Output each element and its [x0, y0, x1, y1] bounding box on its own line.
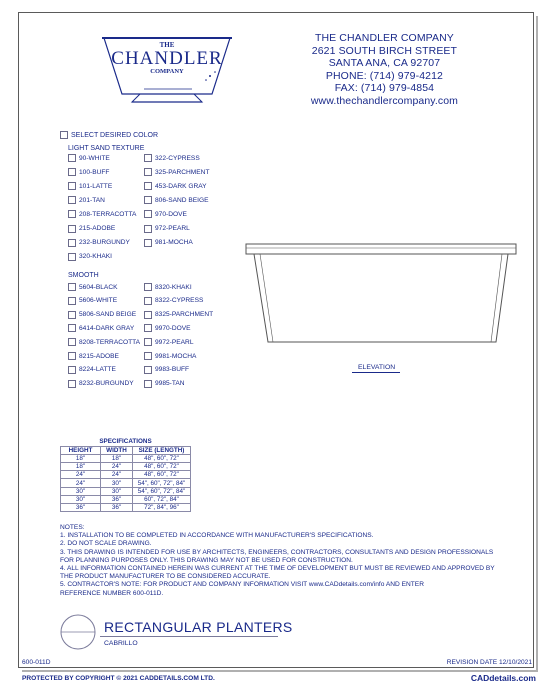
- smooth-title: SMOOTH: [68, 272, 99, 279]
- color-label: 981-MOCHA: [155, 239, 193, 247]
- color-option[interactable]: [144, 225, 190, 233]
- table-cell: 36": [61, 504, 101, 512]
- color-checkbox[interactable]: [68, 297, 76, 305]
- color-option[interactable]: [144, 324, 191, 332]
- color-option[interactable]: [144, 380, 185, 388]
- color-checkbox[interactable]: [68, 168, 76, 176]
- specs-header-size: SIZE (LENGTH): [133, 446, 191, 454]
- table-cell: 72", 84", 96": [133, 504, 191, 512]
- color-label: 8224-LATTE: [79, 366, 116, 374]
- color-checkbox[interactable]: [68, 338, 76, 346]
- company-fax: FAX: (714) 979-4854: [334, 82, 435, 94]
- table-row: [61, 454, 191, 462]
- color-checkbox[interactable]: [144, 283, 152, 291]
- color-option[interactable]: [68, 297, 117, 305]
- color-option[interactable]: [144, 210, 187, 218]
- color-label: 8322-CYPRESS: [155, 297, 204, 305]
- table-cell: 30": [61, 495, 101, 503]
- color-checkbox[interactable]: [144, 324, 152, 332]
- color-label: 201-TAN: [79, 196, 105, 204]
- select-color-header: [60, 131, 158, 139]
- table-row: [61, 463, 191, 471]
- title-underline: [100, 636, 278, 637]
- color-checkbox[interactable]: [144, 366, 152, 374]
- notes-title: NOTES:: [60, 524, 85, 531]
- elevation-underline: [352, 372, 400, 373]
- color-label: 9983-BUFF: [155, 366, 190, 374]
- color-option[interactable]: [144, 311, 213, 319]
- color-checkbox[interactable]: [144, 311, 152, 319]
- table-row: [61, 495, 191, 503]
- color-option[interactable]: [144, 154, 200, 162]
- note-line: 2. DO NOT SCALE DRAWING.: [60, 540, 152, 548]
- color-label: 453-DARK GRAY: [155, 182, 207, 190]
- color-option[interactable]: [144, 168, 209, 176]
- color-label: 8215-ADOBE: [79, 352, 119, 360]
- color-label: 9985-TAN: [155, 380, 185, 388]
- color-label: 970-DOVE: [155, 210, 187, 218]
- note-line: REFERENCE NUMBER 600-011D.: [60, 589, 164, 597]
- color-option[interactable]: [68, 210, 136, 218]
- color-label: 9970-DOVE: [155, 324, 191, 332]
- select-color-title: SELECT DESIRED COLOR: [71, 131, 159, 139]
- revision-date: REVISION DATE 12/10/2021: [446, 659, 532, 666]
- color-option[interactable]: [68, 366, 116, 374]
- color-label: 5806-SAND BEIGE: [79, 311, 137, 319]
- specs-title: SPECIFICATIONS: [99, 438, 152, 446]
- color-option[interactable]: [68, 253, 112, 261]
- color-label: 320-KHAKI: [79, 253, 112, 261]
- color-option[interactable]: [68, 380, 134, 388]
- table-cell: 36": [101, 504, 133, 512]
- color-option[interactable]: [144, 283, 192, 291]
- table-cell: 36": [101, 495, 133, 503]
- company-address1: 2621 SOUTH BIRCH STREET: [311, 44, 458, 57]
- table-cell: 30": [101, 487, 133, 495]
- table-cell: 48", 60", 72": [133, 463, 191, 471]
- color-checkbox[interactable]: [144, 297, 152, 305]
- table-cell: 24": [101, 471, 133, 479]
- note-line: 5. CONTRACTOR'S NOTE: FOR PRODUCT AND COMPANY INFORMATION VISIT www.CADdetails.com/info AND ENTER: [60, 581, 424, 589]
- color-option[interactable]: [68, 352, 119, 360]
- color-label: 806-SAND BEIGE: [155, 196, 209, 204]
- color-checkbox[interactable]: [68, 182, 76, 190]
- select-color-checkbox[interactable]: [60, 131, 68, 139]
- color-option[interactable]: [68, 311, 136, 319]
- color-checkbox[interactable]: [68, 253, 76, 261]
- company-website[interactable]: www.thechandlercompany.com: [310, 94, 458, 107]
- company-address2: SANTA ANA, CA 92707: [328, 57, 441, 69]
- color-label: 100-BUFF: [79, 168, 110, 176]
- copyright-text: PROTECTED BY COPYRIGHT © 2021 CADDETAILS.COM LTD.: [22, 675, 215, 682]
- color-checkbox[interactable]: [68, 352, 76, 360]
- company-info: [311, 32, 458, 107]
- color-option[interactable]: [68, 225, 115, 233]
- color-checkbox[interactable]: [68, 311, 76, 319]
- color-label: 325-PARCHMENT: [155, 168, 210, 176]
- table-cell: 30": [101, 479, 133, 487]
- light-sand-title: LIGHT SAND TEXTURE: [68, 145, 145, 152]
- specs-body: [61, 454, 191, 511]
- color-label: 8320-KHAKI: [155, 283, 192, 291]
- color-checkbox[interactable]: [144, 154, 152, 162]
- color-checkbox[interactable]: [144, 338, 152, 346]
- color-label: 8208-TERRACOTTA: [79, 338, 141, 346]
- logo-line1: THE: [159, 41, 175, 49]
- table-cell: 24": [101, 463, 133, 471]
- company-name: THE CHANDLER COMPANY: [314, 32, 454, 44]
- color-checkbox[interactable]: [68, 283, 76, 291]
- specs-header-width: WIDTH: [101, 446, 133, 454]
- drawing-title: RECTANGULAR PLANTERS: [104, 619, 293, 635]
- drawing-subtitle: CABRILLO: [104, 640, 138, 647]
- color-checkbox[interactable]: [68, 196, 76, 204]
- color-label: 5604-BLACK: [79, 283, 118, 291]
- detail-bubble: [56, 612, 106, 652]
- color-checkbox[interactable]: [68, 380, 76, 388]
- specs-header-height: HEIGHT: [61, 446, 101, 454]
- color-label: 322-CYPRESS: [155, 154, 200, 162]
- table-cell: 24": [61, 471, 101, 479]
- color-checkbox[interactable]: [144, 352, 152, 360]
- table-row: [61, 479, 191, 487]
- color-option[interactable]: [68, 239, 130, 247]
- color-option[interactable]: [144, 297, 203, 305]
- color-checkbox[interactable]: [68, 239, 76, 247]
- color-label: 232-BURGUNDY: [79, 239, 130, 247]
- color-checkbox[interactable]: [144, 210, 152, 218]
- color-checkbox[interactable]: [144, 225, 152, 233]
- caddetails-brand[interactable]: CADdetails.com: [470, 673, 536, 683]
- table-cell: 48", 60", 72": [133, 471, 191, 479]
- table-cell: 48", 60", 72": [133, 454, 191, 462]
- table-row: [61, 487, 191, 495]
- company-phone: PHONE: (714) 979-4212: [325, 69, 443, 82]
- color-checkbox[interactable]: [68, 366, 76, 374]
- color-checkbox[interactable]: [68, 324, 76, 332]
- color-option[interactable]: [68, 182, 112, 190]
- color-checkbox[interactable]: [144, 168, 152, 176]
- table-row: [61, 471, 191, 479]
- color-label: 8232-BURGUNDY: [79, 380, 134, 388]
- note-line: 4. ALL INFORMATION CONTAINED HEREIN WAS CURRENT AT THE TIME OF DEVELOPMENT BUT MUST BE REVIEWED AND APPROVED BY: [60, 565, 495, 573]
- color-label: 208-TERRACOTTA: [79, 210, 137, 218]
- color-option[interactable]: [144, 366, 189, 374]
- table-row: [61, 504, 191, 512]
- table-cell: 18": [61, 463, 101, 471]
- color-checkbox[interactable]: [144, 239, 152, 247]
- logo-line2: CHANDLER: [111, 48, 223, 69]
- color-label: 972-PEARL: [155, 225, 190, 232]
- color-checkbox[interactable]: [144, 182, 152, 190]
- color-checkbox[interactable]: [144, 380, 152, 388]
- table-cell: 30": [61, 487, 101, 495]
- chandler-logo: [92, 28, 242, 110]
- color-label: 6414-DARK GRAY: [79, 324, 135, 332]
- color-option[interactable]: [144, 352, 196, 360]
- color-checkbox[interactable]: [68, 210, 76, 218]
- logo-line3: COMPANY: [150, 68, 184, 75]
- color-label: 5606-WHITE: [79, 297, 118, 305]
- reference-number: 600-011D: [22, 659, 51, 666]
- color-option[interactable]: [68, 154, 110, 162]
- color-label: 9972-PEARL: [155, 338, 194, 346]
- notes-block: [60, 524, 495, 598]
- color-option[interactable]: [68, 283, 118, 291]
- color-option[interactable]: [144, 338, 194, 346]
- color-checkbox[interactable]: [68, 225, 76, 233]
- notes-lines: [60, 532, 495, 598]
- color-option[interactable]: [68, 168, 109, 176]
- color-label: 9981-MOCHA: [155, 352, 197, 360]
- color-option[interactable]: [68, 324, 134, 332]
- color-option[interactable]: [144, 196, 209, 204]
- note-line: 3. THIS DRAWING IS INTENDED FOR USE BY ARCHITECTS, ENGINEERS, CONTRACTORS, CONSULTANTS AND DESIGN PROFESSIONALS: [60, 548, 494, 556]
- color-option[interactable]: [68, 196, 105, 204]
- table-cell: 60", 72", 84": [133, 495, 191, 503]
- color-option[interactable]: [68, 338, 140, 346]
- note-line: 1. INSTALLATION TO BE COMPLETED IN ACCORDANCE WITH MANUFACTURER'S SPECIFICATIONS.: [60, 532, 374, 540]
- table-cell: 18": [61, 454, 101, 462]
- planter-elevation-drawing: [238, 238, 528, 348]
- color-checkbox[interactable]: [68, 154, 76, 162]
- color-option[interactable]: [144, 182, 207, 190]
- color-label: 101-LATTE: [79, 182, 113, 190]
- note-line: THE PRODUCT MANUFACTURER TO BE CONSIDERED ACCURATE.: [60, 573, 271, 581]
- note-line: FOR PLANNING PURPOSES ONLY. THIS DRAWING MAY NOT BE USED FOR CONSTRUCTION.: [60, 556, 353, 564]
- color-option[interactable]: [144, 239, 193, 247]
- elevation-label: ELEVATION: [358, 364, 396, 371]
- color-label: 8325-PARCHMENT: [155, 311, 214, 319]
- table-cell: 54", 60", 72", 84": [133, 487, 191, 495]
- color-checkbox[interactable]: [144, 196, 152, 204]
- specifications-table: [60, 438, 191, 512]
- color-label: 215-ADOBE: [79, 225, 116, 232]
- color-label: 90-WHITE: [79, 154, 110, 162]
- table-cell: 54", 60", 72", 84": [133, 479, 191, 487]
- table-cell: 24": [61, 479, 101, 487]
- table-cell: 18": [101, 454, 133, 462]
